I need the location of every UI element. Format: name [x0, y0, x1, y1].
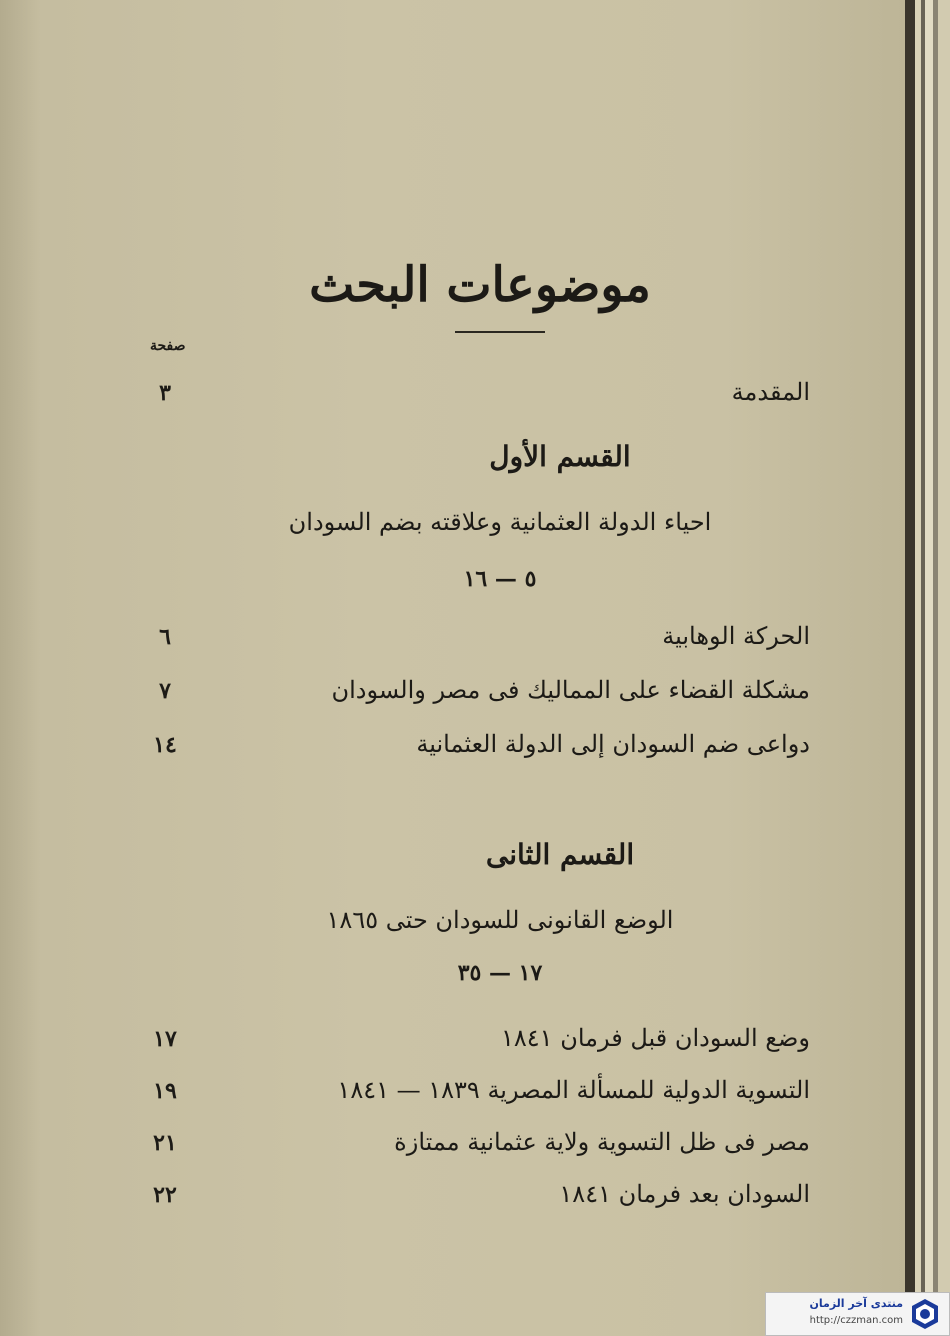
toc-entry: [140, 1024, 810, 1064]
toc-entry-page: ٢٢: [153, 1182, 177, 1208]
toc-entry: [140, 730, 810, 770]
toc-entry-label: مصر فى ظل التسوية ولاية عثمانية ممتازة: [394, 1128, 810, 1156]
toc-entry-page: ٧: [159, 678, 171, 704]
watermark-name: منتدى آخر الزمان: [809, 1297, 903, 1310]
watermark-url[interactable]: http://czzman.com: [809, 1315, 903, 1326]
toc-entry-page: ٣: [159, 380, 171, 406]
toc-entry-intro: [140, 378, 810, 418]
part2-heading: القسم الثانى: [485, 838, 635, 871]
part1-page-range: ٥ — ١٦: [463, 566, 537, 592]
part1-subtitle: احياء الدولة العثمانية وعلاقته بضم السودان: [288, 508, 712, 536]
toc-entry-label: التسوية الدولية للمسألة المصرية ١٨٣٩ — ١٨٤١: [337, 1076, 810, 1104]
part2-page-range: ١٧ — ٣٥: [457, 960, 543, 986]
toc-entry-page: ١٩: [153, 1078, 177, 1104]
toc-entry-label: دواعى ضم السودان إلى الدولة العثمانية: [416, 730, 810, 758]
part1-heading: القسم الأول: [489, 440, 631, 473]
page-edge: [925, 0, 933, 1336]
toc-entry-page: ٢١: [153, 1130, 177, 1156]
toc-entry: [140, 1180, 810, 1220]
toc-entry: [140, 676, 810, 716]
page-edge: [938, 0, 950, 1336]
page-column-label: صفحة: [150, 338, 186, 354]
page-edge: [905, 0, 915, 1336]
title-divider: [455, 331, 545, 333]
page-title: موضوعات البحث: [309, 257, 651, 313]
toc-entry-page: ٦: [159, 624, 171, 650]
toc-entry: [140, 1076, 810, 1116]
toc-entry-label: السودان بعد فرمان ١٨٤١: [559, 1180, 810, 1208]
part2-subtitle: الوضع القانونى للسودان حتى ١٨٦٥: [326, 906, 674, 934]
toc-entry: [140, 1128, 810, 1168]
toc-entry-label: الحركة الوهابية: [662, 622, 810, 650]
toc-entry-label: المقدمة: [731, 378, 810, 406]
page-gutter-shadow: [0, 0, 40, 1336]
toc-entry: [140, 622, 810, 662]
toc-entry-page: ١٤: [153, 732, 177, 758]
toc-entry-page: ١٧: [153, 1026, 177, 1052]
site-watermark[interactable]: [765, 1292, 950, 1336]
toc-entry-label: وضع السودان قبل فرمان ١٨٤١: [501, 1024, 810, 1052]
toc-entry-label: مشكلة القضاء على المماليك فى مصر والسودان: [331, 676, 810, 704]
forum-logo-icon: [909, 1298, 941, 1330]
